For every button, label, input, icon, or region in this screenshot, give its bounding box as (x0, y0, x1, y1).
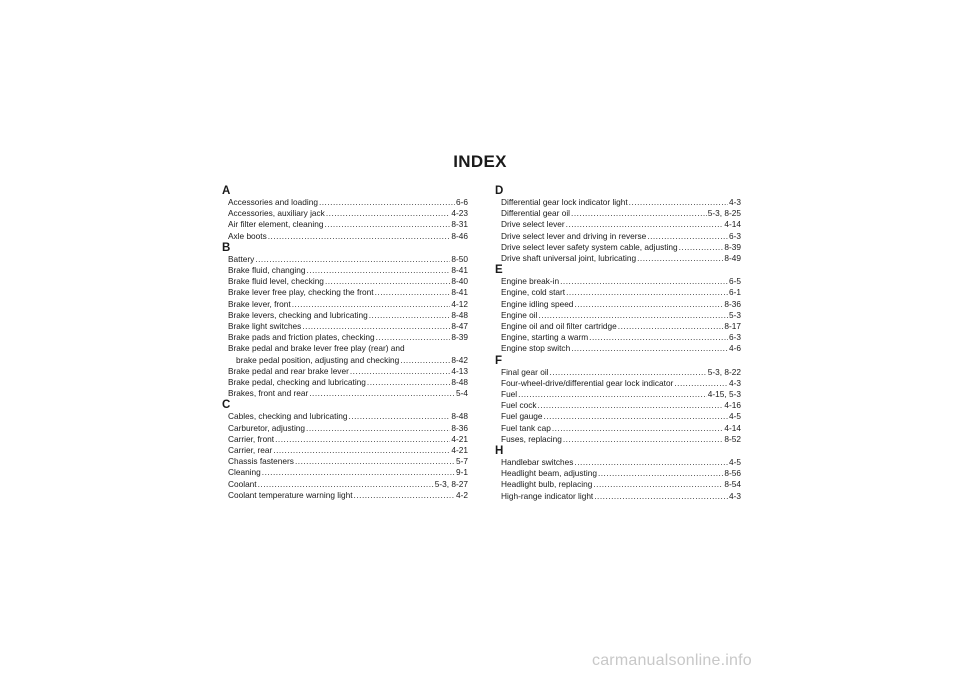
index-entry (228, 445, 468, 456)
index-entry (501, 197, 741, 208)
index-entry-text: Engine oil and oil filter cartridge (501, 321, 617, 332)
dot-leader (618, 321, 724, 332)
index-entry (501, 208, 741, 219)
index-entry-text: Fuses, replacing (501, 433, 562, 444)
dot-leader (593, 479, 723, 490)
index-column-left (222, 185, 468, 501)
dot-leader (319, 197, 455, 208)
index-entry-page: 4-16 (724, 400, 741, 411)
index-entry (228, 299, 468, 310)
index-entry-page: 4-13 (451, 365, 468, 376)
index-entry-page: 8-50 (451, 253, 468, 264)
dot-leader (275, 434, 450, 445)
index-entry-page: 4-15, 5-3 (707, 389, 741, 400)
index-entry-text: Fuel cock (501, 400, 537, 411)
dot-leader (307, 265, 451, 276)
index-entry (501, 400, 741, 411)
index-entry (501, 491, 741, 502)
index-entry-page: 8-40 (451, 276, 468, 287)
dot-leader (268, 231, 451, 242)
index-entry-text: Brake pedal and rear brake lever (228, 365, 349, 376)
dot-leader (550, 367, 707, 378)
index-entry-text: Brake pedal, checking and lubricating (228, 377, 366, 388)
dot-leader (629, 197, 728, 208)
index-entry (228, 423, 468, 434)
dot-leader (574, 299, 723, 310)
dot-leader (544, 411, 728, 422)
index-entry (228, 276, 468, 287)
dot-leader (571, 343, 728, 354)
dot-leader (679, 242, 724, 253)
index-entry-text: Engine, starting a warm (501, 332, 589, 343)
index-column-right (495, 185, 741, 502)
index-entry-text: Engine stop switch (501, 343, 571, 354)
index-entry-page: 5-4 (456, 388, 468, 399)
dot-leader (566, 287, 728, 298)
index-entry-text: Drive select lever (501, 219, 565, 230)
dot-leader (369, 310, 451, 321)
index-entry-page: 8-54 (724, 479, 741, 490)
dot-leader (324, 219, 450, 230)
index-entry-text: Drive shaft universal joint, lubricating (501, 253, 637, 264)
index-entry-page: 4-23 (451, 208, 468, 219)
index-section-letter: B (222, 241, 231, 254)
index-entry-page: 8-41 (451, 265, 468, 276)
index-entry (501, 367, 741, 378)
dot-leader (258, 479, 434, 490)
index-entry-page: 4-5 (729, 457, 741, 468)
index-entry-text: Carrier, rear (228, 445, 273, 456)
index-entry-text: Headlight beam, adjusting (501, 468, 597, 479)
index-entry (228, 355, 468, 366)
dot-leader (376, 332, 451, 343)
index-entry-page: 8-46 (451, 230, 468, 241)
index-entry-page: 4-12 (451, 298, 468, 309)
index-entry-page: 4-3 (729, 377, 741, 388)
index-entry-page: 8-31 (451, 219, 468, 230)
index-entry-page: 8-47 (451, 321, 468, 332)
index-entry (228, 332, 468, 343)
index-entry-text: Four-wheel-drive/differential gear lock indicator (501, 377, 674, 388)
index-entry-page: 4-21 (451, 433, 468, 444)
index-entry-page: 4-2 (456, 489, 468, 500)
index-entry-text: Air filter element, cleaning (228, 219, 324, 230)
dot-leader (309, 388, 455, 399)
index-entry-page: 6-3 (729, 332, 741, 343)
index-entry (501, 253, 741, 264)
index-entry-page: 8-17 (724, 321, 741, 332)
index-entry (228, 411, 468, 422)
index-entry (501, 287, 741, 298)
dot-leader (262, 467, 455, 478)
index-entry-page: 8-49 (724, 253, 741, 264)
index-entry (228, 366, 468, 377)
index-entry-page: 8-48 (451, 411, 468, 422)
index-entry (228, 287, 468, 298)
dot-leader (295, 456, 455, 467)
dot-leader (574, 457, 728, 468)
index-entry-text: Brake lever, front (228, 298, 291, 309)
dot-leader (348, 411, 450, 422)
dot-leader (326, 208, 451, 219)
index-entry-page: 6-6 (456, 197, 468, 207)
dot-leader (273, 445, 450, 456)
index-entry-page: 5-3, 8-22 (707, 366, 741, 377)
index-entry-text: Differential gear lock indicator light (501, 197, 628, 207)
index-entry-page: 4-21 (451, 445, 468, 456)
dot-leader (552, 423, 724, 434)
index-entry-page: 8-41 (451, 287, 468, 298)
index-entry (501, 276, 741, 287)
dot-leader (647, 231, 728, 242)
index-entry-text: Headlight bulb, replacing (501, 479, 593, 490)
watermark: carmanualsonline.info (592, 652, 752, 669)
index-entry-page: 5-7 (456, 456, 468, 467)
dot-leader (571, 208, 707, 219)
index-entry (228, 254, 468, 265)
dot-leader (350, 366, 451, 377)
index-entry-text: Cleaning (228, 467, 261, 478)
dot-leader (594, 491, 728, 502)
index-entry-page: 4-5 (729, 411, 741, 422)
dot-leader (306, 423, 450, 434)
index-entry-page: 4-14 (724, 422, 741, 433)
dot-leader (566, 219, 724, 230)
index-entry (501, 457, 741, 468)
index-entry (228, 377, 468, 388)
index-entry-text: Carburetor, adjusting (228, 422, 306, 433)
dot-leader (674, 378, 728, 389)
index-entry-page: 9-1 (456, 467, 468, 478)
dot-leader (292, 299, 451, 310)
index-section-letter: A (222, 185, 231, 197)
index-entry-text: Engine idling speed (501, 298, 574, 309)
index-entry-text: Brake light switches (228, 321, 302, 332)
index-entry-page: 4-14 (724, 219, 741, 230)
index-entry (228, 388, 468, 399)
index-entry-text: Drive select lever safety system cable, adjusting (501, 241, 678, 252)
index-entry (228, 219, 468, 230)
index-entry-page: 8-48 (451, 377, 468, 388)
index-entry-text: Cables, checking and lubricating (228, 411, 348, 422)
index-section-letter: C (222, 399, 231, 412)
index-entry (228, 434, 468, 445)
index-entry (228, 265, 468, 276)
page-title: INDEX (453, 152, 507, 171)
index-entry-text: Drive select lever and driving in reverse (501, 230, 647, 241)
index-entry-page: 4-3 (729, 197, 741, 207)
index-entry-text: Brake fluid, changing (228, 265, 306, 276)
index-entry-text: Axle boots (228, 230, 267, 241)
index-entry-page: 8-52 (724, 433, 741, 444)
index-entry (228, 490, 468, 501)
index-entry: Brake pedal and brake lever free play (rear) and (228, 343, 405, 354)
index-entry-page: 6-5 (729, 276, 741, 287)
index-entry-text: Fuel tank cap (501, 422, 551, 433)
index-entry (501, 389, 741, 400)
index-section-letter: H (495, 445, 504, 458)
index-entry-page: 8-36 (724, 298, 741, 309)
index-entry-text: Engine, cold start (501, 287, 566, 298)
index-entry (501, 310, 741, 321)
dot-leader (325, 276, 450, 287)
dot-leader (255, 254, 450, 265)
index-entry (501, 411, 741, 422)
index-entry (228, 197, 468, 208)
index-entry-text: Engine break-in (501, 276, 560, 287)
index-entry-text: Accessories and loading (228, 197, 318, 207)
index-entry-text: Fuel gauge (501, 411, 543, 422)
index-entry-page: 4-6 (729, 343, 741, 354)
index-entry-page: 8-36 (451, 422, 468, 433)
index-entry (501, 423, 741, 434)
index-entry-page: 8-48 (451, 309, 468, 320)
dot-leader (538, 310, 728, 321)
dot-leader (560, 276, 728, 287)
index-entry-text: Brake pads and friction plates, checking (228, 332, 375, 343)
index-entry (228, 310, 468, 321)
index-entry-text: Brakes, front and rear (228, 388, 309, 399)
index-entry-text: Carrier, front (228, 433, 275, 444)
index-entry-page: 4-3 (729, 490, 741, 501)
index-entry (501, 321, 741, 332)
index-entry-text: Coolant temperature warning light (228, 489, 353, 500)
dot-leader (518, 389, 707, 400)
index-entry (228, 479, 468, 490)
dot-leader (563, 434, 724, 445)
index-entry-text: Final gear oil (501, 366, 549, 377)
index-entry-page: 8-56 (724, 468, 741, 479)
index-entry (228, 467, 468, 478)
index-entry-page: 6-1 (729, 287, 741, 298)
dot-leader (637, 253, 723, 264)
index-entry (228, 321, 468, 332)
dot-leader (302, 321, 450, 332)
index-entry-text: Brake fluid level, checking (228, 276, 324, 287)
dot-leader (354, 490, 455, 501)
index-entry-text: Fuel (501, 389, 518, 400)
index-entry (501, 343, 741, 354)
dot-leader (538, 400, 724, 411)
index-entry (501, 468, 741, 479)
index-entry-page: 5-3, 8-27 (434, 478, 468, 489)
dot-leader (367, 377, 450, 388)
index-entry-text: High-range indicator light (501, 490, 594, 501)
index-entry-page: 6-3 (729, 230, 741, 241)
dot-leader (375, 287, 451, 298)
index-entry (228, 231, 468, 242)
index-entry (501, 479, 741, 490)
index-entry (501, 299, 741, 310)
index-entry (501, 231, 741, 242)
index-entry-text: brake pedal position, adjusting and checking (236, 354, 400, 365)
index-entry-page: 5-3, 8-25 (707, 208, 741, 219)
index-entry-text: Engine oil (501, 309, 538, 320)
dot-leader (589, 332, 728, 343)
index-entry (501, 378, 741, 389)
index-section-letter: D (495, 185, 504, 197)
index-entry-text: Handlebar switches (501, 457, 574, 468)
index-entry-text: Accessories, auxiliary jack (228, 208, 325, 219)
index-entry-text: Brake lever free play, checking the front (228, 287, 374, 298)
index-entry-page: 5-3 (729, 309, 741, 320)
index-section-letter: F (495, 354, 503, 367)
index-entry (228, 208, 468, 219)
index-section-letter: E (495, 264, 503, 277)
index-entry-page: 8-42 (451, 354, 468, 365)
index-entry (501, 434, 741, 445)
dot-leader (400, 355, 450, 366)
index-entry-text: Differential gear oil (501, 208, 571, 219)
index-entry-text: Chassis fasteners (228, 456, 294, 467)
index-entry-text: Battery (228, 253, 255, 264)
index-entry (501, 332, 741, 343)
index-entry (501, 242, 741, 253)
index-entry (228, 456, 468, 467)
index-entry-page: 8-39 (451, 332, 468, 343)
index-entry-text: Coolant (228, 478, 257, 489)
index-entry-page: 8-39 (724, 241, 741, 252)
index-entry-text: Brake levers, checking and lubricating (228, 309, 368, 320)
index-entry (501, 219, 741, 230)
dot-leader (598, 468, 723, 479)
